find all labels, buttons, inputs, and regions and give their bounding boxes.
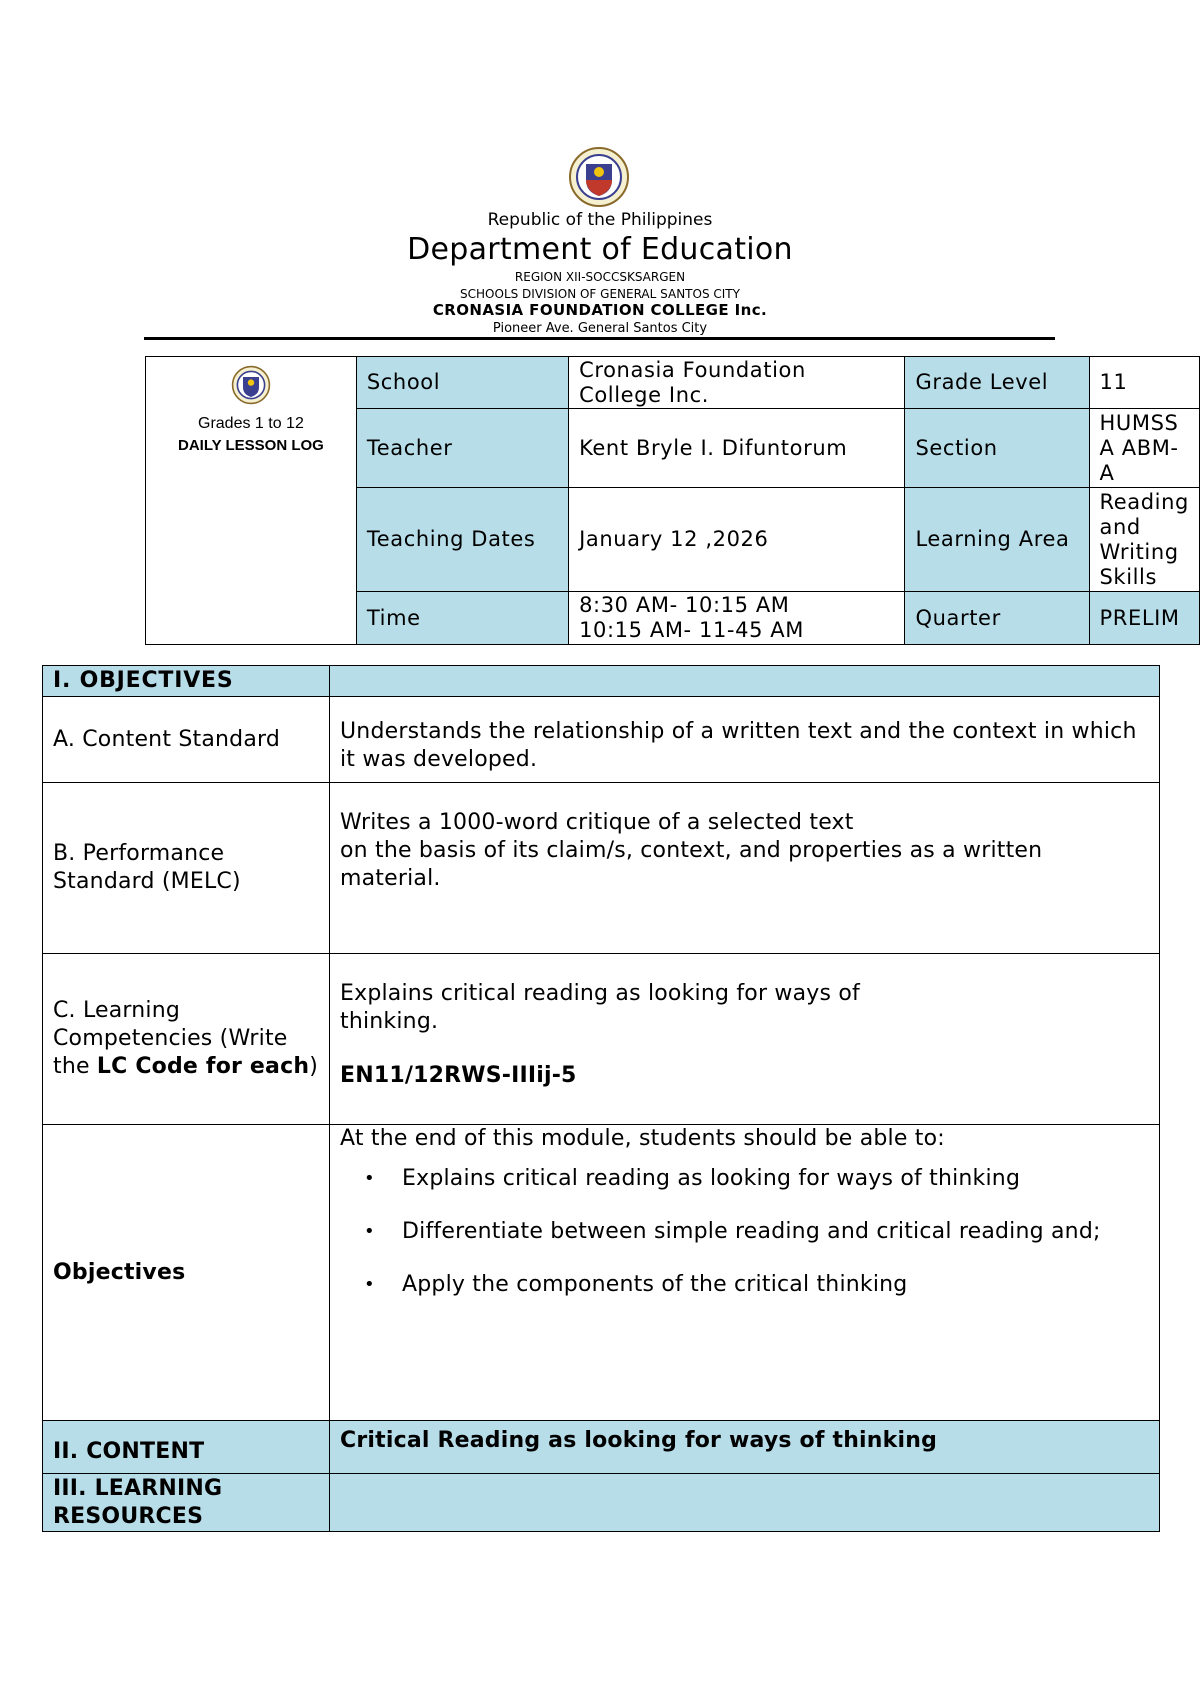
teacher-value: Kent Bryle I. Difuntorum xyxy=(569,409,905,488)
objectives-value xyxy=(330,1125,1160,1421)
school-value: Cronasia Foundation College Inc. xyxy=(569,357,905,409)
lesson-log-info-table xyxy=(145,356,1200,645)
college-name: CRONASIA FOUNDATION COLLEGE Inc. xyxy=(432,301,768,319)
log-logo-cell xyxy=(146,357,357,645)
region-text: REGION XII-SOCCSKSARGEN xyxy=(514,270,686,284)
grades-text: Grades 1 to 12 xyxy=(198,415,304,432)
objectives-label: Objectives xyxy=(43,1125,330,1421)
objectives-heading: I. OBJECTIVES xyxy=(43,666,330,697)
lesson-plan-table xyxy=(42,665,1160,1532)
time-value xyxy=(569,592,905,645)
teaching-dates-label: Teaching Dates xyxy=(356,488,568,592)
republic-text: Republic of the Philippines xyxy=(487,210,713,230)
school-label: School xyxy=(356,357,568,409)
objectives-list xyxy=(340,1163,1149,1300)
content-standard-value: Understands the relationship of a written text and the context in which it was developed. xyxy=(330,697,1160,783)
performance-line-1: Writes a 1000-word critique of a selected text xyxy=(340,810,854,835)
learning-area-value: Reading and Writing Skills xyxy=(1089,488,1200,592)
quarter-value: PRELIM xyxy=(1089,592,1200,645)
objective-item: • Apply the components of the critical thinking xyxy=(402,1269,1149,1300)
grade-level-value: 11 xyxy=(1089,357,1200,409)
time-line-2: 10:15 AM- 11-45 AM xyxy=(579,618,804,642)
learning-resources-blank xyxy=(330,1474,1160,1532)
competencies-label xyxy=(43,954,330,1125)
competency-text: Explains critical reading as looking for ways of thinking. xyxy=(340,981,860,1034)
address-text: Pioneer Ave. General Santos City xyxy=(492,321,708,336)
deped-seal-icon xyxy=(223,365,279,405)
content-standard-label: A. Content Standard xyxy=(43,697,330,783)
performance-line-2: on the basis of its claim/s, context, and properties as a written material. xyxy=(340,838,1043,891)
learning-resources-heading: III. LEARNING RESOURCES xyxy=(43,1474,330,1532)
grade-level-label: Grade Level xyxy=(905,357,1089,409)
teacher-label: Teacher xyxy=(356,409,568,488)
division-text: SCHOOLS DIVISION OF GENERAL SANTOS CITY xyxy=(460,287,740,301)
content-value: Critical Reading as looking for ways of thinking xyxy=(330,1421,1160,1474)
objectives-intro: At the end of this module, students should be able to: xyxy=(340,1126,945,1151)
performance-standard-label: B. Performance Standard (MELC) xyxy=(43,783,330,954)
content-heading: II. CONTENT xyxy=(43,1421,330,1474)
objectives-heading-blank xyxy=(330,666,1160,697)
section-value: HUMSS A ABM-A xyxy=(1089,409,1200,488)
teaching-dates-value: January 12 ,2026 xyxy=(569,488,905,592)
competencies-label-a: C. Learning Competencies (Write the xyxy=(53,998,288,1079)
competencies-label-b: LC Code for each xyxy=(96,1054,310,1079)
lc-code: EN11/12RWS-IIIij-5 xyxy=(340,1063,577,1088)
deped-seal-icon xyxy=(564,146,634,208)
time-line-1: 8:30 AM- 10:15 AM xyxy=(579,593,790,617)
section-label: Section xyxy=(905,409,1089,488)
time-label: Time xyxy=(356,592,568,645)
objective-item: • Explains critical reading as looking for ways of thinking xyxy=(402,1163,1149,1194)
competencies-label-c: ) xyxy=(309,1054,318,1079)
learning-area-label: Learning Area xyxy=(905,488,1089,592)
header-divider xyxy=(144,337,1055,340)
department-title: Department of Education xyxy=(407,232,793,267)
competencies-value xyxy=(330,954,1160,1125)
quarter-label: Quarter xyxy=(905,592,1089,645)
performance-standard-value xyxy=(330,783,1160,954)
objective-item: • Differentiate between simple reading and critical reading and; xyxy=(402,1216,1149,1247)
daily-lesson-log-title: DAILY LESSON LOG xyxy=(177,437,324,454)
